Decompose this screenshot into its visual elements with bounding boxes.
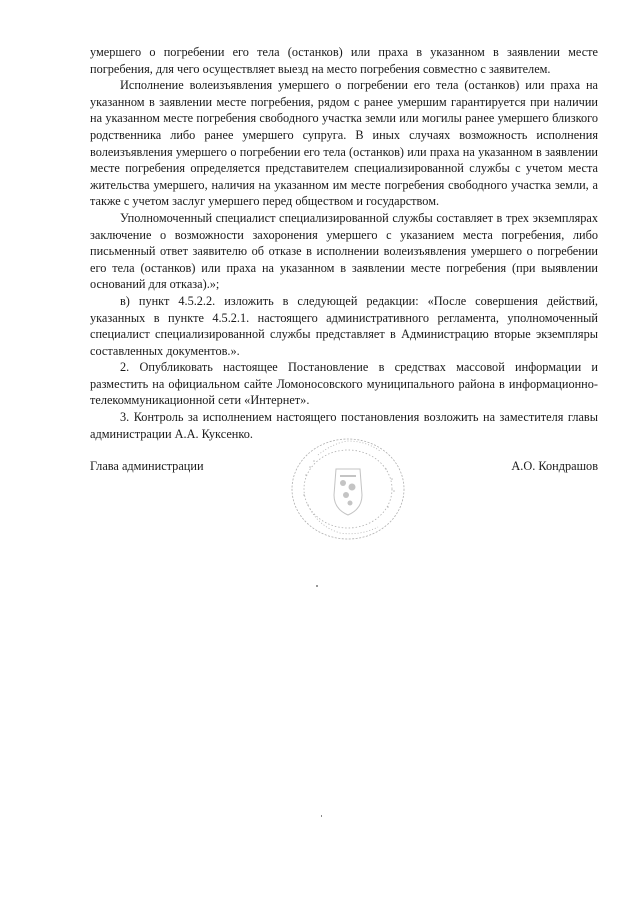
- paragraph-specialist-conclusion: Уполномоченный специалист специализированной службы составляет в трех экземплярах заключение о возможности захоронения умершего с указанием места погребения, либо письменный ответ заявителю об отказе в исполнении волеизъявления умершего о погребении его тела (останков) или праха на указанном в заявлении месте погребения (при выявлении оснований для отказа).»;: [90, 210, 598, 292]
- scan-speck: [316, 585, 318, 587]
- signatory-position: Глава администрации: [90, 459, 204, 473]
- document-body: [90, 44, 598, 442]
- paragraph-will-execution: Исполнение волеизъявления умершего о погребении его тела (останков) или праха на указанном в заявлении месте погребения, рядом с ранее умершим гарантируется при наличии на указанном месте погребения свободного участка земли или могилы ранее умершего близкого родственника либо ранее умершего супруга. В иных случаях возможность исполнения волеизъявления умершего о погребении его тела (останков) или праха на указанном в заявлении месте погребения определяется представителем специализированной службы с учетом места жительства умершего, наличия на указанном им месте погребения свободного участка земли, а также с учетом заслуг умершего перед обществом и государством.: [90, 78, 598, 209]
- signatory-name: А.О. Кондрашов: [511, 459, 598, 473]
- scan-speck: [321, 815, 322, 817]
- paragraph-control: 3. Контроль за исполнением настоящего постановления возложить на заместителя главы администрации А.А. Куксенко.: [90, 410, 598, 441]
- official-seal-stamp: [288, 435, 413, 543]
- paragraph-continuation: умершего о погребении его тела (останков) или праха в указанном в заявлении месте погребения, для чего осуществляет выезд на место погребения совместно с заявителем.: [90, 45, 598, 76]
- paragraph-publish: 2. Опубликовать настоящее Постановление в средствах массовой информации и разместить на официальном сайте Ломоносовского муниципального района в информационно-телекоммуникационной сети «Интернет».: [90, 360, 598, 408]
- paragraph-item-v: в) пункт 4.5.2.2. изложить в следующей редакции: «После совершения действий, указанных в пункте 4.5.2.1. настоящего административного регламента, уполномоченный специалист специализированной службы представляет в Администрацию вторые экземпляры составленных документов.».: [90, 293, 598, 358]
